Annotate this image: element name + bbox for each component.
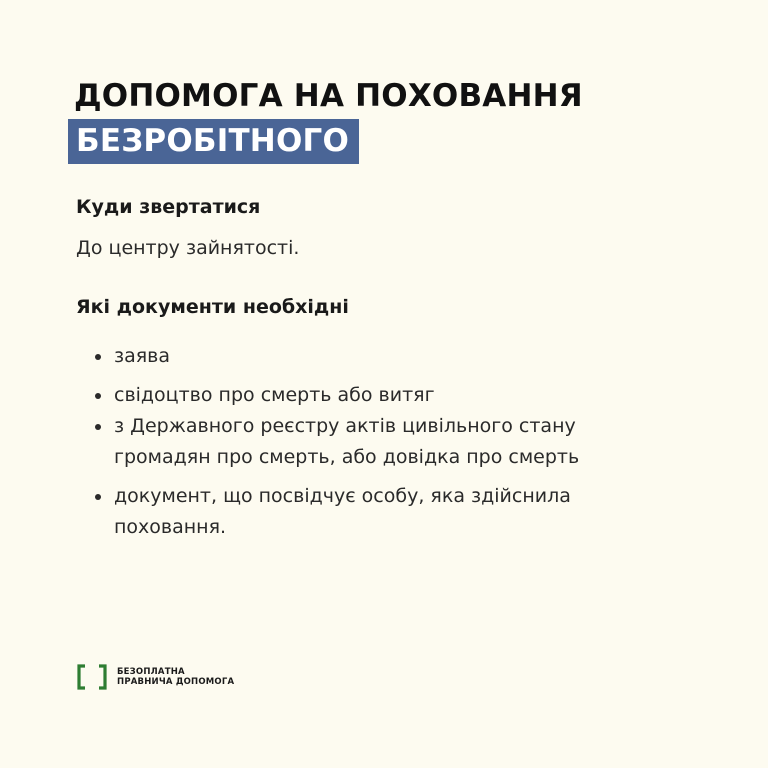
bracket-logo-icon — [77, 664, 107, 690]
list-item-text: з Державного реєстру актів цивільного стану — [114, 415, 576, 437]
list-item-text: поховання. — [114, 516, 227, 538]
list-item-text: свідоцтво про смерть або витяг — [114, 384, 435, 406]
list-item — [95, 481, 571, 543]
logo-text-line: ПРАВНИЧА ДОПОМОГА — [117, 677, 235, 687]
logo-text-line: БЕЗОПЛАТНА — [117, 667, 185, 677]
list-item-text: заява — [114, 345, 171, 367]
bullet-icon — [95, 494, 101, 500]
where-text: До центру зайнятості. — [76, 237, 300, 259]
list-item-text: громадян про смерть, або довідка про смерть — [114, 446, 580, 468]
brand-logo — [77, 664, 234, 690]
bullet-icon — [95, 424, 101, 430]
logo-text — [117, 667, 234, 687]
where-heading: Куди звертатися — [76, 196, 261, 218]
list-item — [95, 341, 170, 372]
list-item — [95, 411, 579, 473]
documents-heading: Які документи необхідні — [76, 296, 349, 318]
bullet-icon — [95, 393, 101, 399]
list-item — [95, 380, 435, 411]
bullet-icon — [95, 354, 101, 360]
list-item-text: документ, що посвідчує особу, яка здійснила — [114, 485, 571, 507]
page-title: ДОПОМОГА НА ПОХОВАННЯ — [74, 78, 583, 114]
page-title-highlight: БЕЗРОБІТНОГО — [68, 119, 359, 164]
